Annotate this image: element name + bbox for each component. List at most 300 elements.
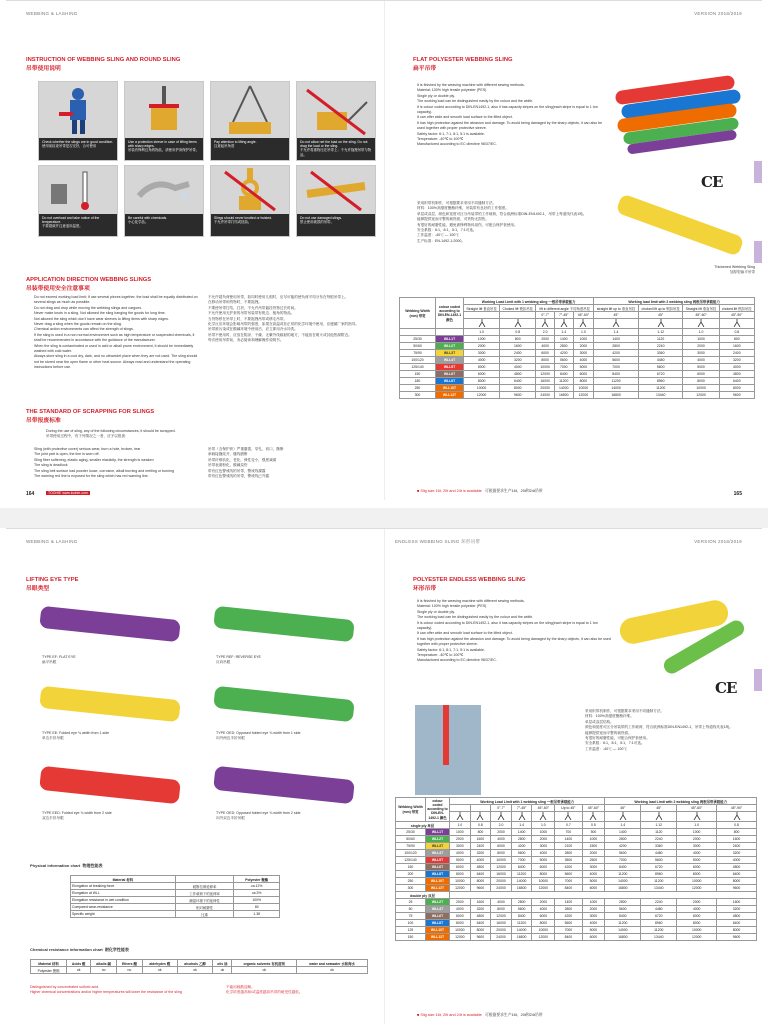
thermometer-weight-illustration <box>39 166 117 214</box>
tile-caption-cn: 注意起吊角度 <box>214 144 235 149</box>
load-value: 3200 <box>717 906 757 913</box>
text-line: 生产标准：EN-1492-1:2000。 <box>417 238 465 243</box>
load-value: 8000 <box>573 378 594 385</box>
load-value: 12000 <box>677 934 717 941</box>
load-factor: 1.12 <box>638 329 683 336</box>
load-value: 16000 <box>536 378 555 385</box>
chem-header: alcohols 乙醇 <box>177 960 213 967</box>
lift-method-icon <box>641 812 677 822</box>
colour-code: WLL3T <box>426 843 450 850</box>
instruction-tile <box>210 81 290 161</box>
ply-label: single ply 单层 <box>396 822 450 829</box>
text-line: Material: 100% high tensile polyester (PES) <box>417 604 487 609</box>
load-factor: 1.12 <box>641 822 677 829</box>
text-line: 当货物停在吊带上时，不要拖拽吊带或移走吊带。 <box>208 316 288 321</box>
load-value: 12000 <box>532 934 555 941</box>
webbing-width: 150 <box>396 934 426 941</box>
angle-label: 45°-90° <box>719 312 754 319</box>
angle-label <box>470 805 491 812</box>
load-value: 8400 <box>554 371 573 378</box>
load-value: 1600 <box>470 899 491 906</box>
yellow-sling <box>615 193 744 256</box>
load-value: 2400 <box>719 350 754 357</box>
section-tab <box>754 669 762 691</box>
load-value: 8000 <box>450 871 471 878</box>
property-name-cn: 工作载荷下的延伸率 <box>175 890 234 897</box>
colour-code: WLL8T <box>436 378 464 385</box>
load-value: 2800 <box>605 836 641 843</box>
load-value: 16800 <box>554 392 573 399</box>
table-row <box>396 829 757 836</box>
text-line: The sling is deadlock <box>34 463 68 468</box>
footnote-cn: 可根据要求生产16t、20t和24t吊带 <box>484 1013 543 1017</box>
tile-caption-en: Do not overload and take notice of the temperature. <box>42 216 100 225</box>
text-line: It has high protection against the abrasion and damage. To avoid being damaged by the sharp objects, it can also be used together with proper protective sleeve. <box>417 636 611 647</box>
angle-label: 45° <box>605 805 641 812</box>
tile-caption-en: Slings should never knotted or twisted. <box>214 216 273 220</box>
lift-method-icon <box>536 319 555 329</box>
load-value: 5000 <box>573 364 594 371</box>
colour-code: WLL10T <box>426 927 450 934</box>
load-value: 8400 <box>511 913 532 920</box>
load-value: 8400 <box>605 913 641 920</box>
load-value: 3360 <box>641 843 677 850</box>
text-line: Never make knots in a sling. Not allowed the sling hanging the goods for long time. <box>34 311 166 316</box>
page-number: 165 <box>733 491 742 497</box>
load-value: 800 <box>717 829 757 836</box>
text-line: Higher chemical concentrations and/or higher temperatures will lower the resistance of the sling <box>30 990 182 995</box>
load-value: 4000 <box>582 920 605 927</box>
text-line: The working load can be distinguished easily by the colour and the width. <box>417 615 534 620</box>
load-value: 6000 <box>677 864 717 871</box>
text-line: Single ply or double ply. <box>417 93 455 98</box>
load-value: 12000 <box>683 392 719 399</box>
load-value: 4800 <box>717 913 757 920</box>
load-value: 4200 <box>555 913 582 920</box>
factor-spacer <box>436 329 464 336</box>
product-description-en <box>417 83 607 148</box>
text-line: Do not drag and drop while moving the webbing slings and cargoes. <box>34 305 143 310</box>
load-factor: 1.4 <box>554 329 573 336</box>
sharp-edge-illustration <box>125 82 203 138</box>
page-header: WEBBING & LASHING <box>26 11 78 16</box>
load-value: 3000 <box>464 350 500 357</box>
lift-method-icon <box>717 812 757 822</box>
load-value: 11200 <box>638 385 683 392</box>
lifting-photo <box>415 705 481 795</box>
property-value: 1.38 <box>234 911 280 918</box>
table-row <box>396 857 757 864</box>
load-value: 8000 <box>450 920 471 927</box>
text-line: 加厚型扁平吊带 <box>729 270 755 275</box>
load-value: 16800 <box>594 392 639 399</box>
webbing-width: 25 <box>396 899 426 906</box>
flat-sling-photo <box>615 71 745 155</box>
table-row <box>396 850 757 857</box>
ce-mark: CE <box>701 173 723 191</box>
load-value: 2400 <box>500 350 536 357</box>
page-number: 164 <box>26 491 35 497</box>
tile-caption-en: Pay attention to lifting angle. <box>214 140 257 144</box>
load-value: 10000 <box>573 385 594 392</box>
physical-chart-title <box>30 863 102 868</box>
angle-label: 45° <box>638 312 683 319</box>
load-factor: 2.0 <box>491 822 512 829</box>
text-line: 带有红色警戒线的吊带，警戒线已外露 <box>208 474 270 479</box>
angle-label: 45° <box>641 805 677 812</box>
page-header: WEBBING & LASHING <box>26 539 78 544</box>
chem-header: alkalis 碱 <box>91 960 117 967</box>
load-value: 5600 <box>641 857 677 864</box>
drag-warning-illustration <box>297 82 375 138</box>
section-title-lifting-eye <box>26 577 79 592</box>
load-value: 2800 <box>554 343 573 350</box>
load-value: 7000 <box>555 927 582 934</box>
text-line: During the use of sling, any of the following circumstances, it should be scrapped. <box>46 429 176 433</box>
product-description-cn <box>417 201 607 244</box>
load-value: 11200 <box>641 878 677 885</box>
table-row <box>400 336 755 343</box>
load-value: 4000 <box>683 357 719 364</box>
chemical-chart-title <box>30 947 129 952</box>
text-line: 采用织带机制作，可根据要求采用不同缝制方法。 <box>585 709 665 713</box>
header-text-cn: 两根吊带承载能力 <box>692 299 720 304</box>
section-tab <box>754 161 762 183</box>
load-value: 8000 <box>470 878 491 885</box>
colour-code: WLL6T <box>436 371 464 378</box>
load-value: 4000 <box>491 836 512 843</box>
load-value: 6720 <box>641 913 677 920</box>
property-name: Elongation resistance in wet condition <box>71 897 176 904</box>
angle-label: 7°-45° <box>511 805 532 812</box>
load-value: 7000 <box>511 857 532 864</box>
lift-method-icon <box>491 812 512 822</box>
load-value: 2240 <box>638 343 683 350</box>
load-value: 6720 <box>641 864 677 871</box>
load-value: 2000 <box>450 836 471 843</box>
section-tab <box>754 241 762 263</box>
ply-label: double ply 双层 <box>396 892 450 899</box>
load-value: 5600 <box>554 357 573 364</box>
load-value: 3000 <box>573 350 594 357</box>
chem-value: ok <box>177 967 213 974</box>
tile-caption-cn: 不要超载并注意适用温度。 <box>42 224 83 229</box>
load-value: 1000 <box>582 836 605 843</box>
load-value: 8400 <box>555 885 582 892</box>
section-title-cn: 吊眼类型 <box>26 586 50 592</box>
text-line: Sling (with protective cover) serious wear, burn a hole, broken, tear <box>34 447 141 451</box>
header-text-cn: 一根吊带承载能力 <box>548 299 576 304</box>
load-value: 5600 <box>511 906 532 913</box>
col-subheader: Straight lift 垂直吊挂 <box>464 305 500 312</box>
load-value: 1400 <box>555 836 582 843</box>
load-value: 1000 <box>464 336 500 343</box>
load-value: 800 <box>719 336 754 343</box>
load-factor: 1.0 <box>450 822 471 829</box>
colour-code: WLL8T <box>426 920 450 927</box>
load-value: 11200 <box>605 920 641 927</box>
load-value: 8000 <box>470 927 491 934</box>
product-description-cn <box>585 709 745 752</box>
webbing-width: 125 <box>396 927 426 934</box>
property-value: 100% <box>234 897 280 904</box>
tile-caption-cn: 小心化学品。 <box>128 220 149 225</box>
chem-value: ok <box>67 967 91 974</box>
scrap-text-cn <box>208 447 368 479</box>
eye-type-label-cn: 单边半折吊眼 <box>42 736 64 741</box>
section-title-en: APPLICATION DIRECTION WEBBING SLINGS <box>26 277 152 283</box>
load-value: 12000 <box>464 392 500 399</box>
load-value: 2000 <box>582 850 605 857</box>
lift-method-icon <box>532 812 555 822</box>
load-value: 2000 <box>677 899 717 906</box>
instruction-tile <box>38 81 118 161</box>
load-value: 12000 <box>491 913 512 920</box>
load-value: 1600 <box>500 343 536 350</box>
purple-sling <box>39 606 181 643</box>
load-value: 3000 <box>450 843 471 850</box>
thickened-sling-photo <box>611 201 747 257</box>
load-value: 4000 <box>717 857 757 864</box>
webbing-width: 125/140 <box>396 857 426 864</box>
text-line: Not allowed the sling which don't have wear sleeves to lifting items with sharp edges. <box>34 316 169 321</box>
lift-method-icon <box>719 319 754 329</box>
product-title-cn: 环形吊带 <box>413 586 437 592</box>
table-row <box>400 357 755 364</box>
page-header <box>395 539 480 545</box>
chem-header: oils 油 <box>213 960 232 967</box>
factor-spacer <box>450 892 757 899</box>
load-value: 10000 <box>450 878 471 885</box>
load-factor: 1.0 <box>683 329 719 336</box>
load-value: 8400 <box>511 864 532 871</box>
load-value: 2000 <box>536 336 555 343</box>
angle-label <box>464 312 500 319</box>
colour-code: WLL4T <box>426 906 450 913</box>
load-factor: 0.7 <box>555 822 582 829</box>
text-line: It can offer wide and smooth load surface to the lifted object. <box>417 631 513 636</box>
col-webbing-width: Webbing Width (mm) 带宽 <box>396 798 426 822</box>
colour-code: WLL12T <box>426 885 450 892</box>
webbing-width: 250 <box>400 385 436 392</box>
catalog-spread-1 <box>6 0 762 500</box>
colour-code: WLL8T <box>426 871 450 878</box>
load-value: 4000 <box>470 857 491 864</box>
colour-code: WLL1T <box>426 829 450 836</box>
load-value: 500 <box>582 829 605 836</box>
load-value: 6400 <box>717 920 757 927</box>
load-value: 2800 <box>511 899 532 906</box>
text-line: 单层或双层，颜色和宽度可区分吊装带的工作载荷，符合欧洲标准DIN-EN1492-1，吊带上每道线代表1吨。 <box>417 211 587 216</box>
load-value: 6000 <box>450 913 471 920</box>
webbing-width: 50 <box>396 906 426 913</box>
colour-code: WLL12T <box>436 392 464 399</box>
webbing-width: 200 <box>396 871 426 878</box>
property-name: Elongation at WLL <box>71 890 176 897</box>
load-value: 1400 <box>511 829 532 836</box>
text-line: The working load can be distinguished easily by the colour and the width. <box>417 99 534 104</box>
angle-label <box>500 312 536 319</box>
thickened-caption <box>685 265 755 276</box>
load-value: 16800 <box>605 934 641 941</box>
colour-code: WLL4T <box>426 850 450 857</box>
angle-label: 0°-7° <box>491 805 512 812</box>
load-value: 800 <box>470 829 491 836</box>
eye-type-label-cn: 向外两边半折吊眼 <box>216 736 245 741</box>
colour-code: WLL6T <box>426 864 450 871</box>
property-name-cn: 相对耐磨性 <box>175 904 234 911</box>
load-value: 4200 <box>554 350 573 357</box>
angle-label: 45°-60° <box>677 805 717 812</box>
load-value: 1120 <box>641 829 677 836</box>
header-text-cn: 两根吊带承载能力 <box>699 799 727 804</box>
eye-type-label: TYPE OED: Opposed folded eye ¾ width from 1 side <box>216 731 301 735</box>
load-value: 3200 <box>719 357 754 364</box>
instruction-tile <box>210 165 290 237</box>
load-value: 11200 <box>511 871 532 878</box>
load-value: 1400 <box>594 336 639 343</box>
chem-value: ok <box>297 967 368 974</box>
load-value: 10000 <box>450 927 471 934</box>
load-value: 14000 <box>605 927 641 934</box>
table-row <box>396 913 757 920</box>
tile-caption-en: Do not allow net the load on the sling. Do not drag the load or the sling. <box>300 140 368 149</box>
load-value: 14000 <box>594 385 639 392</box>
load-value: 14000 <box>511 927 532 934</box>
colour-code: WLL3T <box>436 350 464 357</box>
property-value: ca.12% <box>234 883 280 890</box>
text-line: If the sling is used in a non normal environment such as high temperature or suspended chemicals, it shall be recommended in accordance with the guidance of the manufacturer. <box>34 332 195 343</box>
scrap-text-en <box>34 447 202 479</box>
load-value: 16000 <box>491 920 512 927</box>
damaged-sling-illustration <box>297 166 375 214</box>
lifting-angle-illustration <box>211 82 289 138</box>
text-line: Safety factor: 6:1, 7:1, 8:1, 5:1 is available. <box>417 131 485 136</box>
load-value: 2000 <box>491 829 512 836</box>
webbing-width: 180 <box>400 378 436 385</box>
table-row <box>396 843 757 850</box>
instruction-tile <box>124 165 204 237</box>
colour-code: WLL2T <box>426 836 450 843</box>
load-value: 5000 <box>582 878 605 885</box>
application-text-cn <box>208 295 368 344</box>
load-value: 2800 <box>555 906 582 913</box>
load-value: 13440 <box>638 392 683 399</box>
property-name: Elongation at breaking force <box>71 883 176 890</box>
eye-type-ef <box>40 601 190 667</box>
eye-type-eed <box>40 761 190 827</box>
tile-caption-cn: 不允许将重物压在吊带上；不允许拖拽吊带与物品。 <box>300 148 372 157</box>
load-value: 20000 <box>536 385 555 392</box>
section-title-cn: 吊带报废标准 <box>26 418 61 424</box>
load-value: 2000 <box>573 343 594 350</box>
webbing-width: 100/120 <box>400 357 436 364</box>
load-value: 5000 <box>464 364 500 371</box>
load-value: 1000 <box>683 336 719 343</box>
load-value: 12000 <box>536 371 555 378</box>
text-line: 吊带纤维软化，老化，弹性变小，强度减弱 <box>208 457 277 462</box>
table-row <box>396 871 757 878</box>
load-value: 20000 <box>491 878 512 885</box>
eye-type-ee <box>40 681 190 747</box>
load-value: 14000 <box>511 878 532 885</box>
table-row <box>396 920 757 927</box>
load-value: 6000 <box>536 350 555 357</box>
section-title-instruction <box>26 57 180 72</box>
load-value: 8000 <box>536 357 555 364</box>
text-line: 安全系数：6:1，8:1，5:1，7:1可选。 <box>585 741 645 746</box>
text-line: 工作温度：-40℃ — 100℃ <box>585 746 627 751</box>
load-value: 12000 <box>491 864 512 871</box>
load-value: 8000 <box>683 378 719 385</box>
col-subheader: choked lift 锁扣吊挂 <box>719 305 754 312</box>
header-text-en: ENDLESS WEBBING SLING <box>395 539 460 544</box>
load-value: 3200 <box>470 850 491 857</box>
load-value: 24000 <box>536 392 555 399</box>
text-line: Chemical action environments can affect the strength of slings. <box>34 327 134 332</box>
text-line: Manufactured according to EC directive 98/37/EC. <box>417 658 497 663</box>
instruction-tile <box>124 81 204 161</box>
text-line: 工作温度：-40℃ — 100℃ <box>417 233 459 238</box>
load-value: 5600 <box>555 871 582 878</box>
load-value: 8000 <box>500 385 536 392</box>
lift-method-icon <box>554 319 573 329</box>
load-value: 1400 <box>554 336 573 343</box>
page-164 <box>6 1 384 500</box>
text-line: 安全系数：6:1，8:1，5:1，7:1可选。 <box>417 228 477 233</box>
green-sling <box>213 606 355 643</box>
text-line: 有很好的耐磨性能，可配合保护套使用。 <box>585 736 650 741</box>
lift-method-icon <box>500 319 536 329</box>
load-value: 7000 <box>555 878 582 885</box>
property-name-cn: 比重 <box>175 911 234 918</box>
load-value: 10000 <box>677 878 717 885</box>
load-value: 8000 <box>677 920 717 927</box>
text-line: The joint part is open, the line is worn off. <box>34 452 100 457</box>
load-value: 11200 <box>511 920 532 927</box>
application-text-en <box>34 295 202 371</box>
load-value: 3000 <box>677 843 717 850</box>
col-subheader: Straight lift 垂直吊挂 <box>683 305 719 312</box>
load-value: 4800 <box>500 371 536 378</box>
load-value: 12000 <box>573 392 594 399</box>
load-value: 4800 <box>717 864 757 871</box>
load-value: 10000 <box>532 927 555 934</box>
load-value: 3200 <box>470 906 491 913</box>
text-line: 有很好的耐磨性能，避免被锋利物体刮伤，可配合保护套使用。 <box>417 222 518 227</box>
load-value: 4000 <box>719 364 754 371</box>
load-value: 8000 <box>532 871 555 878</box>
text-line: 材料：100%高强度聚酯纤维，吊装带有良好的工作强度。 <box>417 206 509 211</box>
load-value: 6000 <box>573 371 594 378</box>
table-row <box>396 906 757 913</box>
chem-header: Ethers 醚 <box>116 960 142 967</box>
load-value: 8000 <box>491 850 512 857</box>
colour-code: WLL2T <box>426 899 450 906</box>
load-value: 12000 <box>677 885 717 892</box>
spread-separator <box>0 508 768 528</box>
yellow-sling <box>39 686 181 723</box>
chem-value: no <box>116 967 142 974</box>
load-value: 1000 <box>677 829 717 836</box>
load-value: 3000 <box>582 913 605 920</box>
factor-spacer <box>400 329 436 336</box>
chemical-hand-illustration <box>125 166 203 214</box>
load-value: 6000 <box>582 885 605 892</box>
load-value: 4000 <box>500 364 536 371</box>
webbing-width: 300 <box>400 392 436 399</box>
load-value: 4000 <box>677 850 717 857</box>
